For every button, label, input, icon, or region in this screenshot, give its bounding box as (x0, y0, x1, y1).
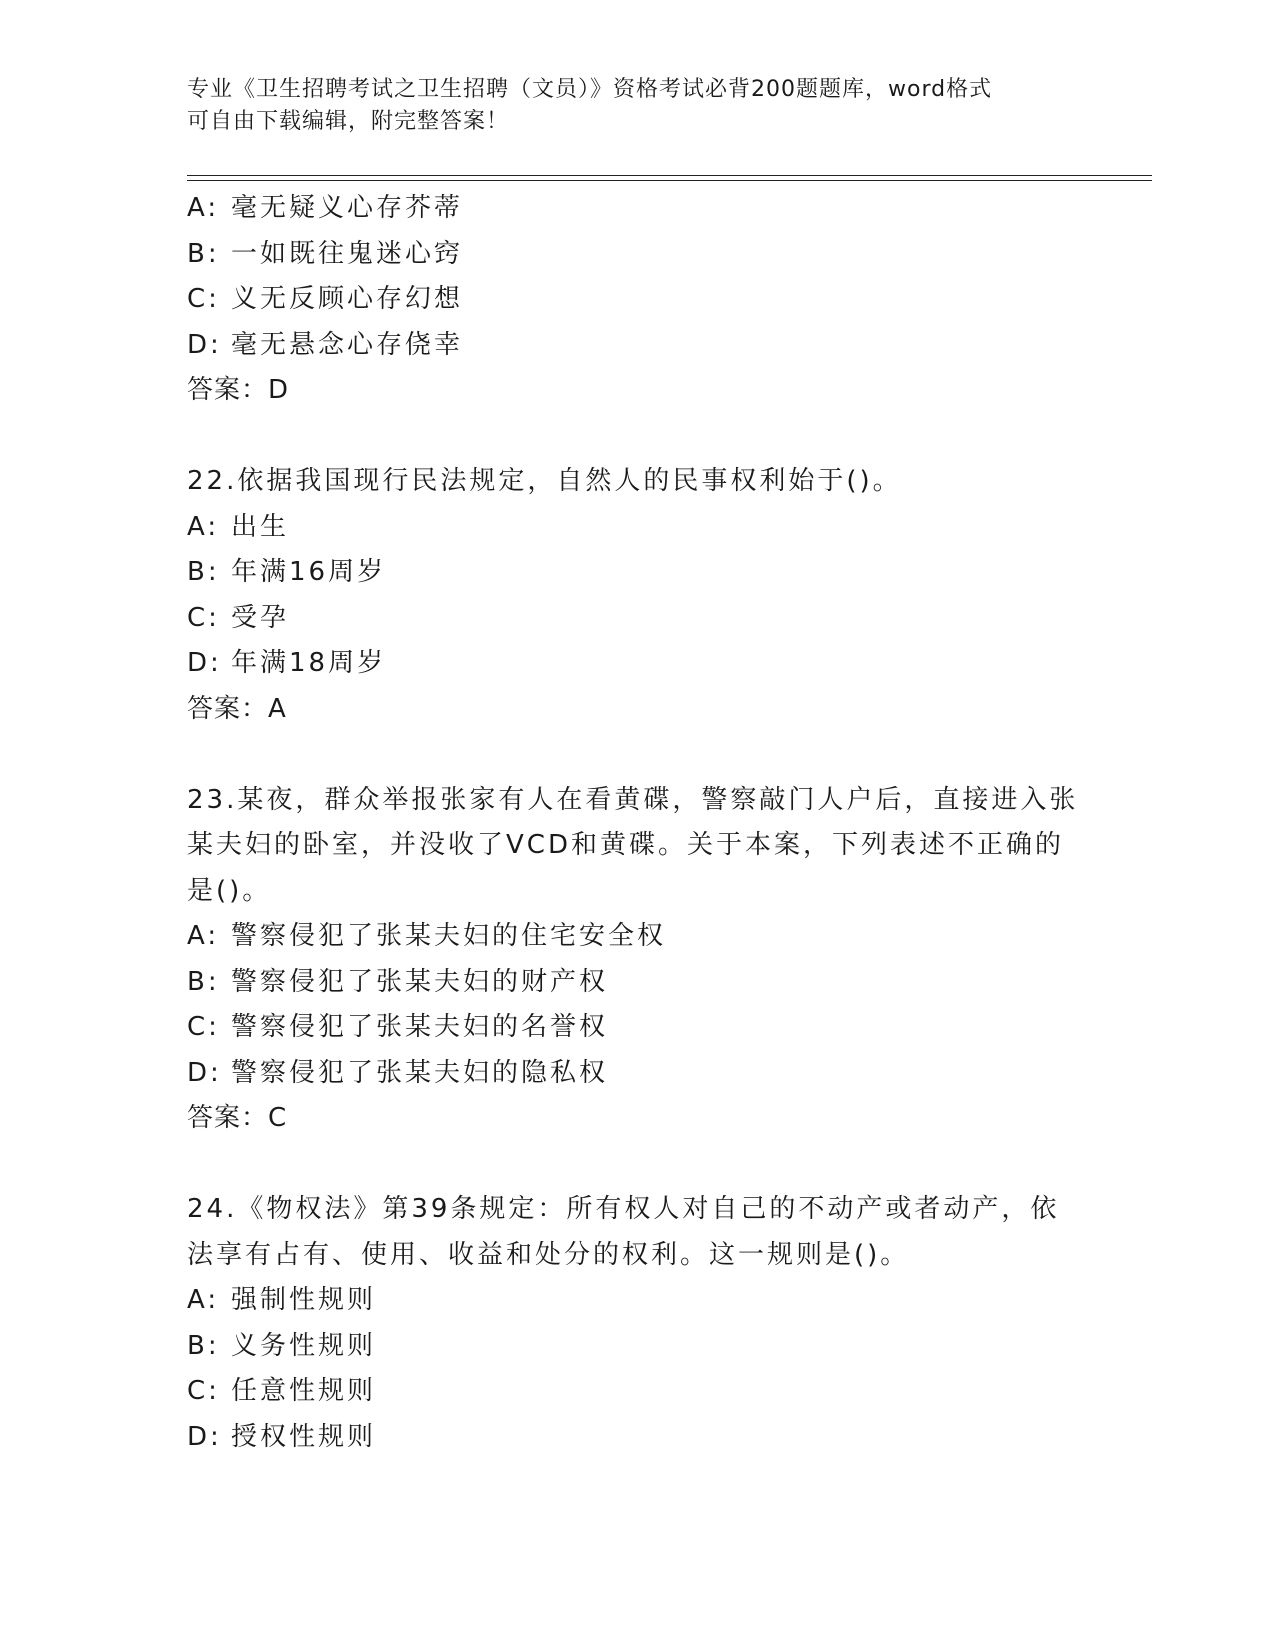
option-key: B: (187, 238, 220, 269)
question-24-block (187, 1187, 1087, 1460)
option-key: C: (187, 284, 220, 314)
option-text: 警察侵犯了张某夫妇的财产权 (231, 966, 609, 997)
document-header (187, 74, 1087, 138)
answer-line: 答案：D (187, 375, 290, 405)
question-stem-line-3: 是()。 (187, 875, 272, 906)
option-text: 一如既往鬼迷心窍 (231, 238, 464, 269)
option-text: 警察侵犯了张某夫妇的隐私权 (231, 1057, 609, 1088)
header-divider-top (187, 175, 1152, 176)
question-stem-line-1: 24.《物权法》第39条规定：所有权人对自己的不动产或者动产，依 (187, 1194, 1060, 1224)
question-22-block (187, 459, 1087, 732)
option-key: C: (187, 1376, 220, 1406)
option-d (187, 323, 1087, 369)
option-text: 年满16周岁 (231, 557, 387, 587)
spacer (187, 1142, 1087, 1188)
option-text: 授权性规则 (231, 1421, 377, 1452)
prev-question-block (187, 186, 1087, 414)
option-a (187, 1278, 1087, 1324)
option-key: D: (187, 329, 222, 360)
spacer (187, 414, 1087, 460)
question-stem: 22.依据我国现行民法规定，自然人的民事权利始于()。 (187, 466, 902, 496)
question-stem-line-2: 法享有占有、使用、收益和处分的权利。这一规则是()。 (187, 1239, 910, 1270)
option-b (187, 960, 1087, 1006)
question-stem-line-2: 某夫妇的卧室，并没收了VCD和黄碟。关于本案，下列表述不正确的 (187, 830, 1064, 860)
option-b (187, 1324, 1087, 1370)
option-key: A: (187, 921, 220, 951)
option-d (187, 641, 1087, 687)
option-key: C: (187, 602, 220, 633)
option-key: A: (187, 193, 220, 223)
option-text: 年满18周岁 (231, 648, 387, 678)
header-divider-bottom (187, 180, 1152, 181)
option-key: A: (187, 511, 220, 542)
option-c (187, 1005, 1087, 1051)
option-key: B: (187, 1330, 220, 1361)
option-b (187, 232, 1087, 278)
question-23-block (187, 778, 1087, 1142)
question-content (187, 186, 1087, 1460)
option-c (187, 277, 1087, 323)
option-text: 义无反顾心存幻想 (231, 284, 464, 314)
option-text: 警察侵犯了张某夫妇的住宅安全权 (231, 921, 667, 951)
option-key: A: (187, 1285, 220, 1315)
option-text: 义务性规则 (231, 1330, 377, 1361)
spacer (187, 732, 1087, 778)
option-c (187, 1369, 1087, 1415)
header-line-2: 可自由下载编辑，附完整答案！ (187, 109, 510, 134)
option-text: 出生 (231, 511, 290, 542)
option-text: 受孕 (231, 602, 290, 633)
option-d (187, 1415, 1087, 1461)
option-a (187, 186, 1087, 232)
option-key: C: (187, 1012, 220, 1042)
option-key: D: (187, 648, 222, 678)
option-key: D: (187, 1057, 222, 1088)
answer-line: 答案：A (187, 693, 287, 724)
option-a (187, 505, 1087, 551)
option-key: B: (187, 557, 220, 587)
option-text: 毫无疑义心存芥蒂 (231, 193, 464, 223)
option-c (187, 596, 1087, 642)
option-text: 毫无悬念心存侥幸 (231, 329, 464, 360)
question-stem-line-1: 23.某夜，群众举报张家有人在看黄碟，警察敲门人户后，直接进入张 (187, 784, 1079, 815)
option-text: 警察侵犯了张某夫妇的名誉权 (231, 1012, 609, 1042)
option-text: 强制性规则 (231, 1285, 377, 1315)
header-line-1: 专业《卫生招聘考试之卫生招聘（文员）》资格考试必背200题题库，word格式 (187, 77, 993, 102)
option-b (187, 550, 1087, 596)
option-d (187, 1051, 1087, 1097)
option-a (187, 914, 1087, 960)
answer-line: 答案：C (187, 1103, 288, 1133)
option-key: B: (187, 966, 220, 997)
option-text: 任意性规则 (231, 1376, 377, 1406)
option-key: D: (187, 1421, 222, 1452)
